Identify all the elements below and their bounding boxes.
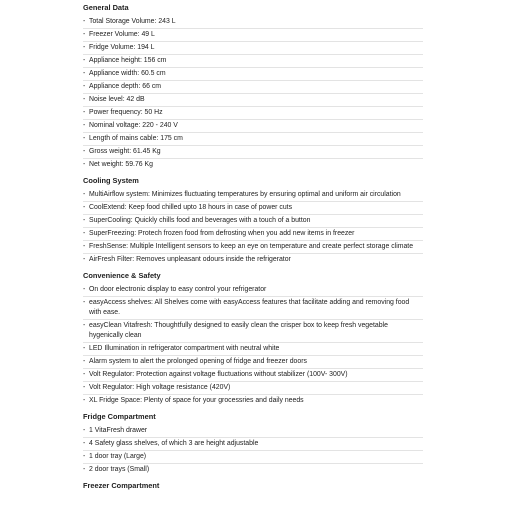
section-convenience-safety [83, 271, 423, 407]
spec-item: - Appliance height: 156 cm [83, 55, 423, 68]
spec-item: - FreshSense: Multiple Intelligent sensors to keep an eye on temperature and create perfect storage climate [83, 241, 423, 254]
spec-item: - 1 VitaFresh drawer [83, 425, 423, 438]
spec-item: - SuperCooling: Quickly chills food and beverages with a touch of a button [83, 215, 423, 228]
cooling-system-list [83, 189, 423, 266]
section-title-convenience-safety: Convenience & Safety [83, 271, 161, 280]
spec-item: - Nominal voltage: 220 - 240 V [83, 120, 423, 133]
section-title-freezer-compartment: Freezer Compartment [83, 481, 160, 490]
spec-item: - 4 Safety glass shelves, of which 3 are height adjustable [83, 438, 423, 451]
section-title-general-data: General Data [83, 3, 129, 12]
general-data-list [83, 16, 423, 171]
spec-item: - Noise level: 42 dB [83, 94, 423, 107]
spec-item: - XL Fridge Space: Plenty of space for your grocessries and daily needs [83, 395, 423, 407]
spec-item: - Net weight: 59.76 Kg [83, 159, 423, 171]
spec-item: - Total Storage Volume: 243 L [83, 16, 423, 29]
spec-item: - AirFresh Filter: Removes unpleasant odours inside the refrigerator [83, 254, 423, 266]
section-cooling-system [83, 176, 423, 266]
spec-item: - SuperFreezing: Protech frozen food from defrosting when you add new items in freezer [83, 228, 423, 241]
spec-item: - Appliance depth: 66 cm [83, 81, 423, 94]
section-freezer-compartment [83, 481, 423, 491]
spec-item: - Fridge Volume: 194 L [83, 42, 423, 55]
spec-item: - On door electronic display to easy control your refrigerator [83, 284, 423, 297]
section-title-fridge-compartment: Fridge Compartment [83, 412, 156, 421]
spec-item: - Appliance width: 60.5 cm [83, 68, 423, 81]
fridge-compartment-list [83, 425, 423, 476]
spec-item: - MultiAirflow system: Minimizes fluctuating temperatures by ensuring optimal and uniform air circulation [83, 189, 423, 202]
section-title-cooling-system: Cooling System [83, 176, 139, 185]
section-fridge-compartment [83, 412, 423, 476]
spec-item: - 2 door trays (Small) [83, 464, 423, 476]
spec-item: - Alarm system to alert the prolonged opening of fridge and freezer doors [83, 356, 423, 369]
spec-item: - easyAccess shelves: All Shelves come with easyAccess features that facilitate adding and removing food with ease. [83, 297, 423, 320]
spec-item: - Length of mains cable: 175 cm [83, 133, 423, 146]
spec-item: - Volt Regulator: Protection against voltage fluctuations without stabilizer (100V- 300V) [83, 369, 423, 382]
spec-item: - Power frequency: 50 Hz [83, 107, 423, 120]
section-general-data [83, 3, 423, 171]
spec-item: - Volt Regulator: High voltage resistance (420V) [83, 382, 423, 395]
spec-item: - 1 door tray (Large) [83, 451, 423, 464]
convenience-safety-list [83, 284, 423, 407]
spec-item: - Freezer Volume: 49 L [83, 29, 423, 42]
spec-item: - Gross weight: 61.45 Kg [83, 146, 423, 159]
spec-content [83, 3, 423, 494]
spec-item: - LED Illumination in refrigerator compartment with neutral white [83, 343, 423, 356]
spec-item: - easyClean Vitafresh: Thoughtfully designed to easily clean the crisper box to keep fresh vegetable hygenically clean [83, 320, 423, 343]
spec-item: - CoolExtend: Keep food chilled upto 18 hours in case of power cuts [83, 202, 423, 215]
